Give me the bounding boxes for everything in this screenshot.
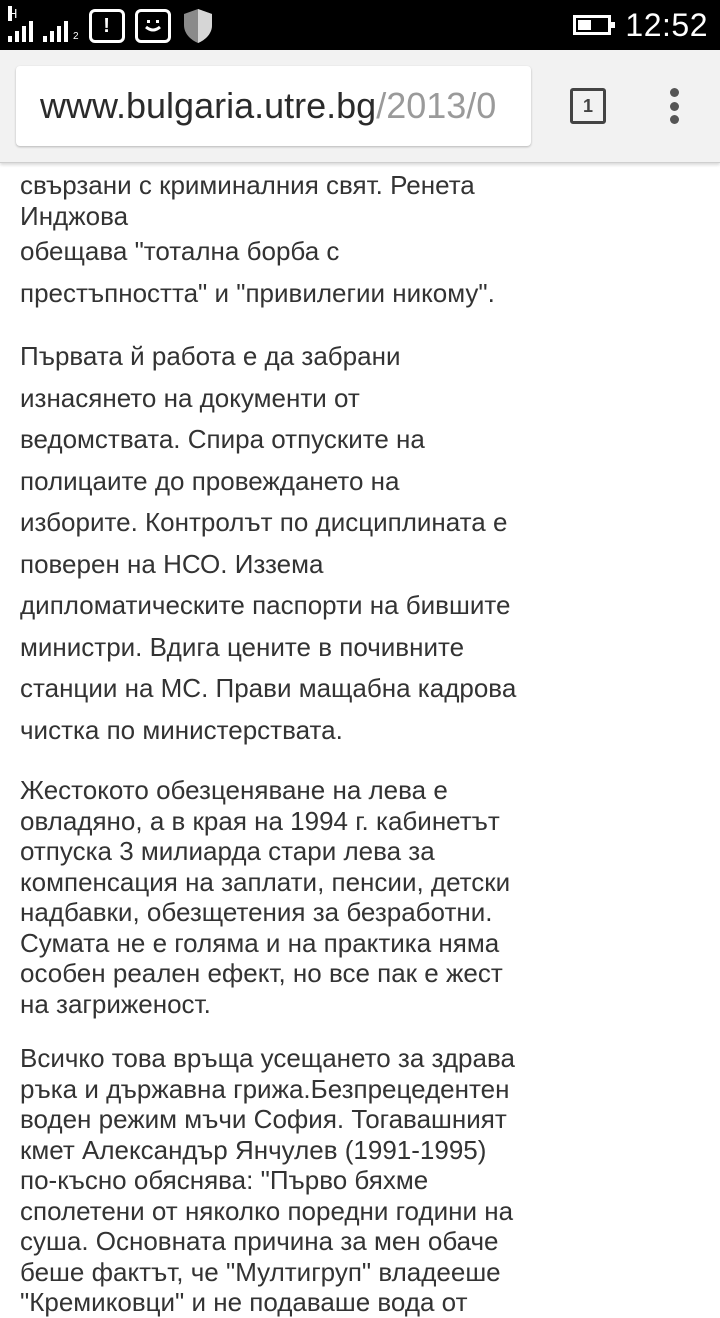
text-line: ведомствата. Спира отпуските на bbox=[20, 424, 425, 454]
text-line: "Кремиковци" и не подаваше вода от bbox=[20, 1287, 468, 1317]
text-line: овладяно, а в края на 1994 г. кабинетът bbox=[20, 805, 500, 836]
text-line: министри. Вдига цените в почивните bbox=[20, 631, 465, 662]
text-line: обещава "тотална борба с bbox=[20, 236, 340, 266]
notification-alert-icon: ! bbox=[89, 9, 125, 43]
smiley-face-icon bbox=[143, 18, 163, 34]
overflow-menu-icon[interactable] bbox=[664, 88, 684, 124]
text-line: Жестокото обезценяване на лева е bbox=[20, 775, 448, 805]
sim2-label: 2 bbox=[73, 31, 79, 42]
text-line: особен реален ефект, но все пак е жест bbox=[20, 958, 503, 988]
smiley-icon bbox=[135, 9, 171, 43]
text-line: станции на МС. Прави мащабна кадрова bbox=[20, 673, 517, 703]
text-line: Всичко това връща усещането за здрава bbox=[20, 1043, 515, 1073]
menu-dot bbox=[670, 88, 679, 97]
battery-level bbox=[578, 20, 591, 30]
text-line: изнасянето на документи от bbox=[20, 382, 360, 413]
url-path: /2013/0 bbox=[376, 85, 497, 126]
text-line: суша. Основната причина за мен обаче bbox=[20, 1226, 499, 1256]
menu-dot bbox=[670, 102, 679, 111]
url-text[interactable] bbox=[40, 86, 496, 126]
status-bar bbox=[0, 0, 720, 50]
text-line: свързани с криминалния свят. Ренета bbox=[20, 170, 475, 200]
paragraph-2 bbox=[20, 336, 540, 751]
text-line: по-късно обяснява: "Първо бяхме bbox=[20, 1165, 429, 1195]
tab-switcher-button[interactable]: 1 bbox=[570, 88, 606, 124]
network-type-label: H bbox=[8, 6, 18, 21]
menu-dot bbox=[670, 115, 679, 124]
text-line: престъпността" и "привилегии никому". bbox=[20, 277, 495, 308]
text-line: дипломатическите паспорти на бившите bbox=[20, 590, 511, 620]
text-line: воден режим мъчи София. Тогавашният bbox=[20, 1104, 507, 1134]
text-line: Инджова bbox=[20, 200, 129, 231]
text-line: Първата й работа е да забрани bbox=[20, 341, 401, 371]
text-line: сполетени от няколко поредни години на bbox=[20, 1195, 514, 1226]
text-line: изборите. Контролът по дисциплината е bbox=[20, 507, 508, 537]
paragraph-4 bbox=[20, 1043, 540, 1318]
paragraph-1 bbox=[20, 170, 540, 1318]
address-bar[interactable] bbox=[16, 66, 531, 146]
battery-icon bbox=[573, 15, 611, 35]
text-line: поверен на НСО. Иззема bbox=[20, 548, 324, 579]
browser-toolbar bbox=[0, 50, 720, 163]
text-line: ръка и държавна грижа.Безпрецедентен bbox=[20, 1073, 510, 1104]
text-line: чистка по министерствата. bbox=[20, 714, 343, 745]
text-line: компенсация на заплати, пенсии, детски bbox=[20, 866, 511, 897]
status-icons-left bbox=[8, 6, 215, 46]
clock: 12:52 bbox=[625, 6, 708, 43]
text-line: кмет Александър Янчулев (1991-1995) bbox=[20, 1134, 487, 1165]
url-host: www.bulgaria.utre.bg bbox=[40, 85, 377, 126]
signal-sim2-icon bbox=[43, 18, 79, 42]
shield-icon bbox=[181, 7, 215, 45]
text-line: надбавки, обезщетения за безработни. bbox=[20, 897, 493, 927]
text-line: полицаите до провеждането на bbox=[20, 465, 400, 496]
text-line: на загриженост. bbox=[20, 988, 211, 1019]
text-line: беше фактът, че "Мултигруп" владееше bbox=[20, 1256, 501, 1287]
text-line: отпуска 3 милиарда стари лева за bbox=[20, 836, 435, 866]
paragraph-3 bbox=[20, 775, 540, 1019]
status-icons-right bbox=[573, 0, 708, 50]
signal-icon bbox=[8, 6, 33, 42]
text-line: Сумата не е голяма и на практика няма bbox=[20, 927, 500, 958]
